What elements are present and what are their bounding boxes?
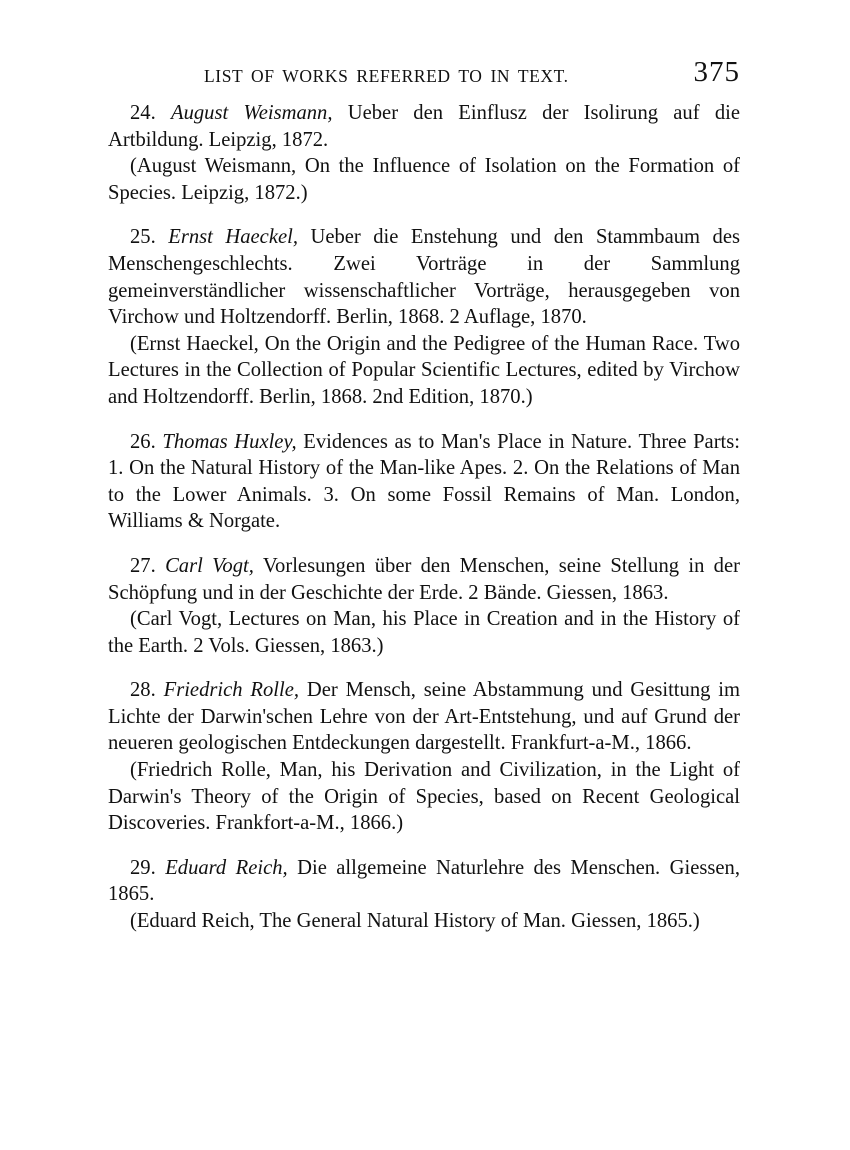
reference-text: Evidences as to Man's Place in Nature. Three Parts: 1. On the Natural History of the Man-like Apes. 2. On the Relations of Man to the Lower Animals. 3. On some Fossil Remains of Man. London, Williams & Norgate. [108,430,741,533]
reference-text: Ueber den Einflusz der Isolirung auf die Artbildung. Leipzig, 1872. [108,102,740,151]
reference-author: August Weismann, [171,102,333,124]
reference-number: 27. [130,554,156,577]
reference-original [108,855,740,908]
reference-entry-29 [108,855,740,935]
reference-entry-27 [108,553,740,659]
book-page [108,56,740,953]
reference-entry-24 [108,100,740,206]
reference-text: Vorlesungen über den Menschen, seine Stellung in der Schöpfung und in der Geschichte der Erde. 2 Bände. Giessen, 1863. [108,554,740,604]
reference-translation: (Carl Vogt, Lectures on Man, his Place in Creation and in the History of the Earth. 2 Vols. Giessen, 1863.) [108,608,740,657]
reference-text: Die allgemeine Naturlehre des Menschen. Giessen, 1865. [108,856,740,906]
reference-translation: (Eduard Reich, The General Natural History of Man. Giessen, 1865.) [130,910,700,933]
reference-author: Ernst Haeckel, [168,226,298,249]
reference-number: 26. [130,430,156,453]
running-head [108,56,740,100]
reference-translation: (Ernst Haeckel, On the Origin and the Pedigree of the Human Race. Two Lectures in the Collection of Popular Scientific Lectures, edited by Virchow and Holtzendorff. Berlin, 1868. 2nd Edition, 1870.) [108,332,740,408]
reference-translation: (Friedrich Rolle, Man, his Derivation and Civilization, in the Light of Darwin's Theory of the Origin of Species, based on Recent Geological Discoveries. Frankfort-a-M., 1866.) [108,759,740,835]
reference-original [108,100,740,153]
reference-entry-26 [108,429,740,535]
reference-original [108,553,740,606]
reference-original [108,429,740,535]
reference-author: Eduard Reich, [165,856,288,879]
reference-entry-28 [108,677,740,837]
reference-original [108,677,740,757]
page-number: 375 [693,56,740,88]
reference-translation: (August Weismann, On the Influence of Isolation on the Formation of Species. Leipzig, 1872.) [108,155,740,204]
reference-author: Carl Vogt, [165,554,254,577]
reference-text: Ueber die Enstehung und den Stammbaum des Menschengeschlechts. Zwei Vorträge in der Sammlung gemeinverständlicher wissenschaftlicher Vorträge, herausgegeben von Virchow und Holtzendorff. Berlin, 1868. 2 Auflage, 1870. [108,226,740,329]
reference-number: 24. [130,102,156,124]
reference-original [108,224,740,330]
reference-author: Friedrich Rolle, [163,679,299,702]
running-title: LIST OF WORKS REFERRED TO IN TEXT. [204,66,569,86]
reference-number: 25. [130,226,156,249]
reference-number: 29. [130,856,156,879]
reference-text: Der Mensch, seine Abstammung und Gesittung im Lichte der Darwin'schen Lehre von der Art-Entstehung, und auf Grund der neueren geologischen Entdeckungen dargestellt. Frankfurt-a-M., 1866. [108,679,741,755]
reference-author: Thomas Huxley, [162,430,297,453]
reference-entry-25 [108,224,740,410]
reference-number: 28. [130,679,156,702]
